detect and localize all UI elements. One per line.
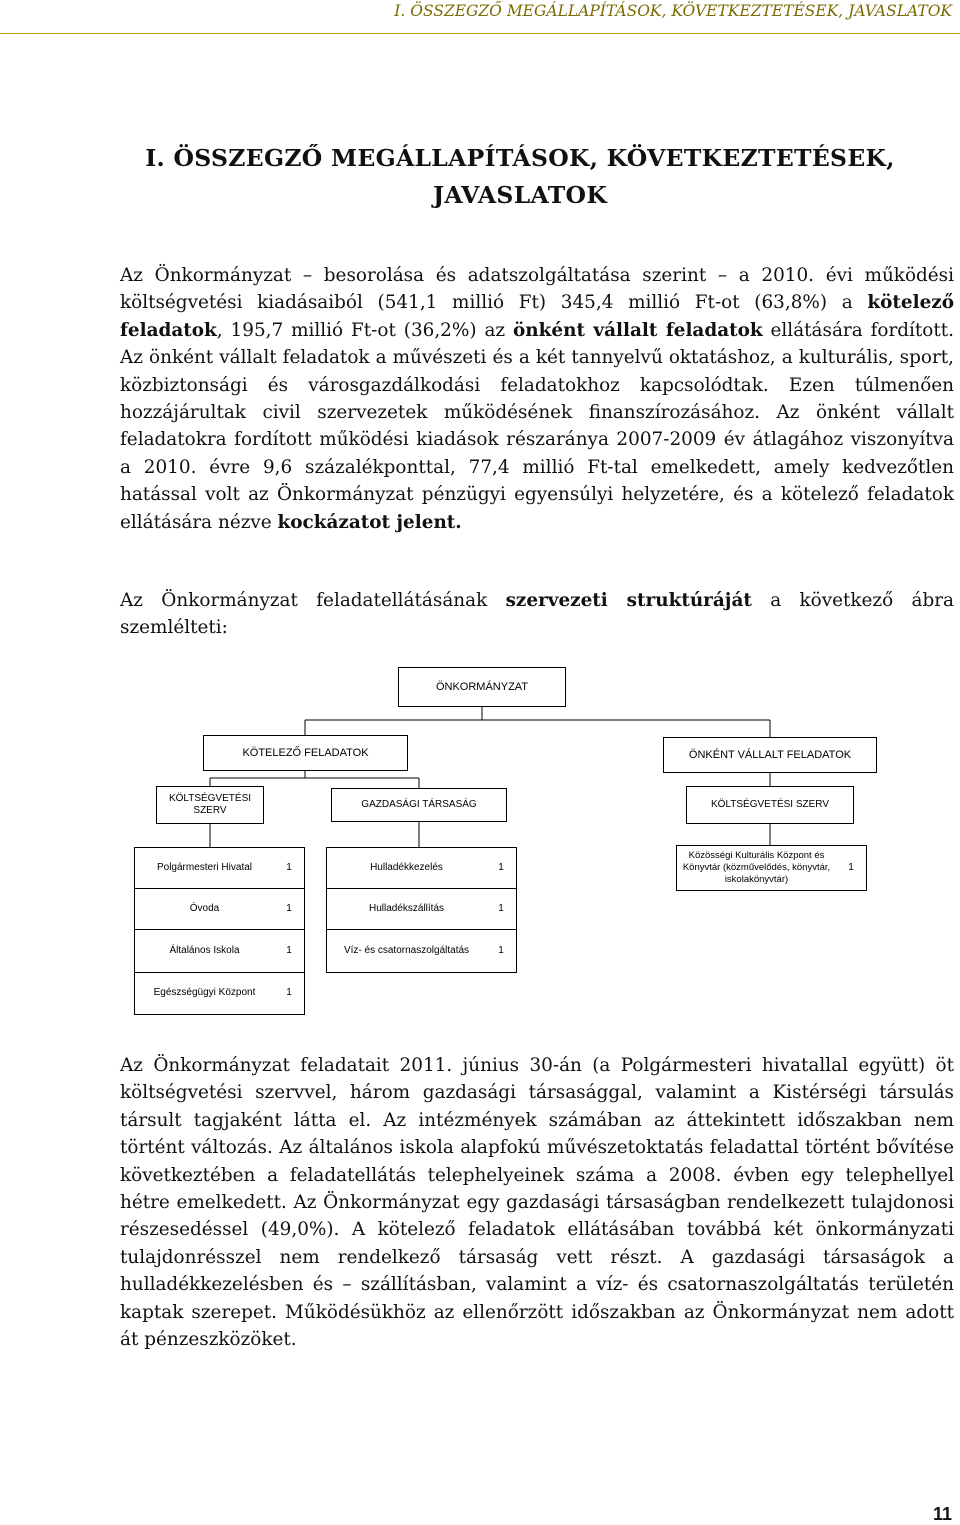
running-header: I. ÖSSZEGZŐ MEGÁLLAPÍTÁSOK, KÖVETKEZTETÉSEK, JAVASLATOK: [394, 2, 952, 20]
paragraph-budget-summary: [120, 262, 954, 536]
mid-unit-row: [326, 929, 517, 973]
p2-text-2: a következő ábra szemlélteti:: [120, 590, 954, 639]
p2-text-1: Az Önkormányzat feladatellátásának: [120, 590, 506, 611]
business-company-label: GAZDASÁGI TÁRSASÁG: [361, 799, 477, 810]
unit-name: Hulladékkezelés: [370, 861, 443, 873]
root-label: ÖNKORMÁNYZAT: [435, 681, 529, 693]
left-budget-org-box: [156, 786, 264, 824]
unit-count: 1: [286, 861, 292, 873]
unit-count: 1: [286, 987, 292, 999]
p1-bold-risk: kockázatot jelent.: [277, 511, 462, 533]
left-budget-org-label: KÖLTSÉGVETÉSI SZERV: [168, 793, 252, 816]
unit-name: Közösségi Kulturális Központ és Könyvtár (közművelődés, könyvtár, iskolakönyvtár): [682, 850, 831, 885]
unit-count: 1: [498, 861, 504, 873]
paragraph-institutions: Az Önkormányzat feladatait 2011. június 30-án (a Polgármesteri hivatallal együtt) öt költségvetési szervvel, három gazdasági társasággal, valamint a Kistérségi társulás társult tagjaként látta el. Az intézmények számában az áttekintett időszakban nem történt változás. Az általános iskola alapfokú művészetoktatás feladattal történt bővítése következtében a feladatellátás telephelyeinek száma a 2008. évben egy telephellyel hétre emelkedett. Az Önkormányzat egy gazdasági társaságban rendelkezett tulajdonosi részesedéssel (49,0%). A kötelező feladatok ellátásában továbbá két önkormányzati tulajdonrésszel nem rendelkező társaság vett részt. A gazdasági társaságok a hulladékkezelésben és – szállításban, valamint a víz- és csatornaszolgáltatás területén kaptak szerepet. Működésükhöz az ellenőrzött időszakban az Önkormányzat nem adott át pénzeszközöket.: [120, 1055, 954, 1351]
unit-name: Hulladékszállítás: [368, 902, 445, 914]
unit-name: Óvoda: [189, 902, 220, 914]
mid-unit-row: [326, 847, 517, 889]
mandatory-tasks-label: KÖTELEZŐ FELADATOK: [242, 747, 369, 759]
root-box: [398, 667, 566, 707]
unit-count: 1: [286, 944, 292, 956]
voluntary-tasks-label: ÖNKÉNT VÁLLALT FELADATOK: [688, 749, 852, 761]
left-unit-row: [134, 847, 305, 889]
p1-bold-voluntary: önként vállalt feladatok: [513, 319, 763, 341]
voluntary-tasks-box: [663, 737, 877, 773]
header-rule: [0, 33, 960, 34]
unit-name: Egészségügyi Központ: [153, 987, 256, 999]
right-budget-org-label: KÖLTSÉGVETÉSI SZERV: [711, 799, 829, 810]
mandatory-tasks-box: [203, 735, 408, 771]
unit-name: Polgármesteri Hivatal: [156, 861, 253, 873]
unit-name: Általános Iskola: [169, 944, 240, 956]
unit-count: 1: [848, 861, 854, 873]
left-unit-row: [134, 929, 305, 973]
paragraph-structure-intro: [120, 587, 954, 642]
business-company-box: [331, 788, 507, 822]
p2-bold-structure: szervezeti struktúráját: [505, 590, 752, 611]
right-budget-org-box: [686, 786, 854, 824]
unit-count: 1: [286, 902, 292, 914]
right-unit-row: [676, 845, 867, 891]
unit-count: 1: [498, 902, 504, 914]
chapter-title: [120, 140, 920, 214]
left-unit-row: [134, 972, 305, 1015]
p1-text-3: ellátására fordított. Az önként vállalt feladatok a művészeti és a két tannyelvű oktatáshoz, a kulturális, sport, közbiztonsági és városgazdálkodási feladatokhoz kapcsolódtak. Ezen túlmenően hozzájárultak civil szervezetek működésének finanszírozásához. Az önként vállalt feladatokra fordított működési kiadások részaránya 2007-2009 év átlagához viszonyítva a 2010. évre 9,6 százalékponttal, 77,4 millió Ft-tal emelkedett, amely kedvezőtlen hatással volt az Önkormányzat pénzügyi egyensúlyi helyzetére, és a kötelező feladatok ellátására nézve: [120, 319, 954, 533]
p1-text-1: Az Önkormányzat – besorolása és adatszolgáltatása szerint – a 2010. évi működési költségvetési kiadásaiból (541,1 millió Ft) 345,4 millió Ft-ot (63,8%) a: [120, 265, 954, 314]
unit-count: 1: [498, 944, 504, 956]
unit-name: Víz- és csatornaszolgáltatás: [343, 944, 470, 956]
p1-bold-mandatory: kötelező feladatok: [120, 292, 954, 341]
page-number: 11: [932, 1504, 952, 1524]
mid-unit-row: [326, 888, 517, 930]
left-unit-row: [134, 888, 305, 930]
chapter-title-line-1: I. ÖSSZEGZŐ MEGÁLLAPÍTÁSOK, KÖVETKEZTETÉSEK,: [145, 144, 895, 172]
p1-text-2: , 195,7 millió Ft-ot (36,2%) az: [216, 319, 513, 341]
chapter-title-line-2: JAVASLATOK: [432, 181, 608, 209]
